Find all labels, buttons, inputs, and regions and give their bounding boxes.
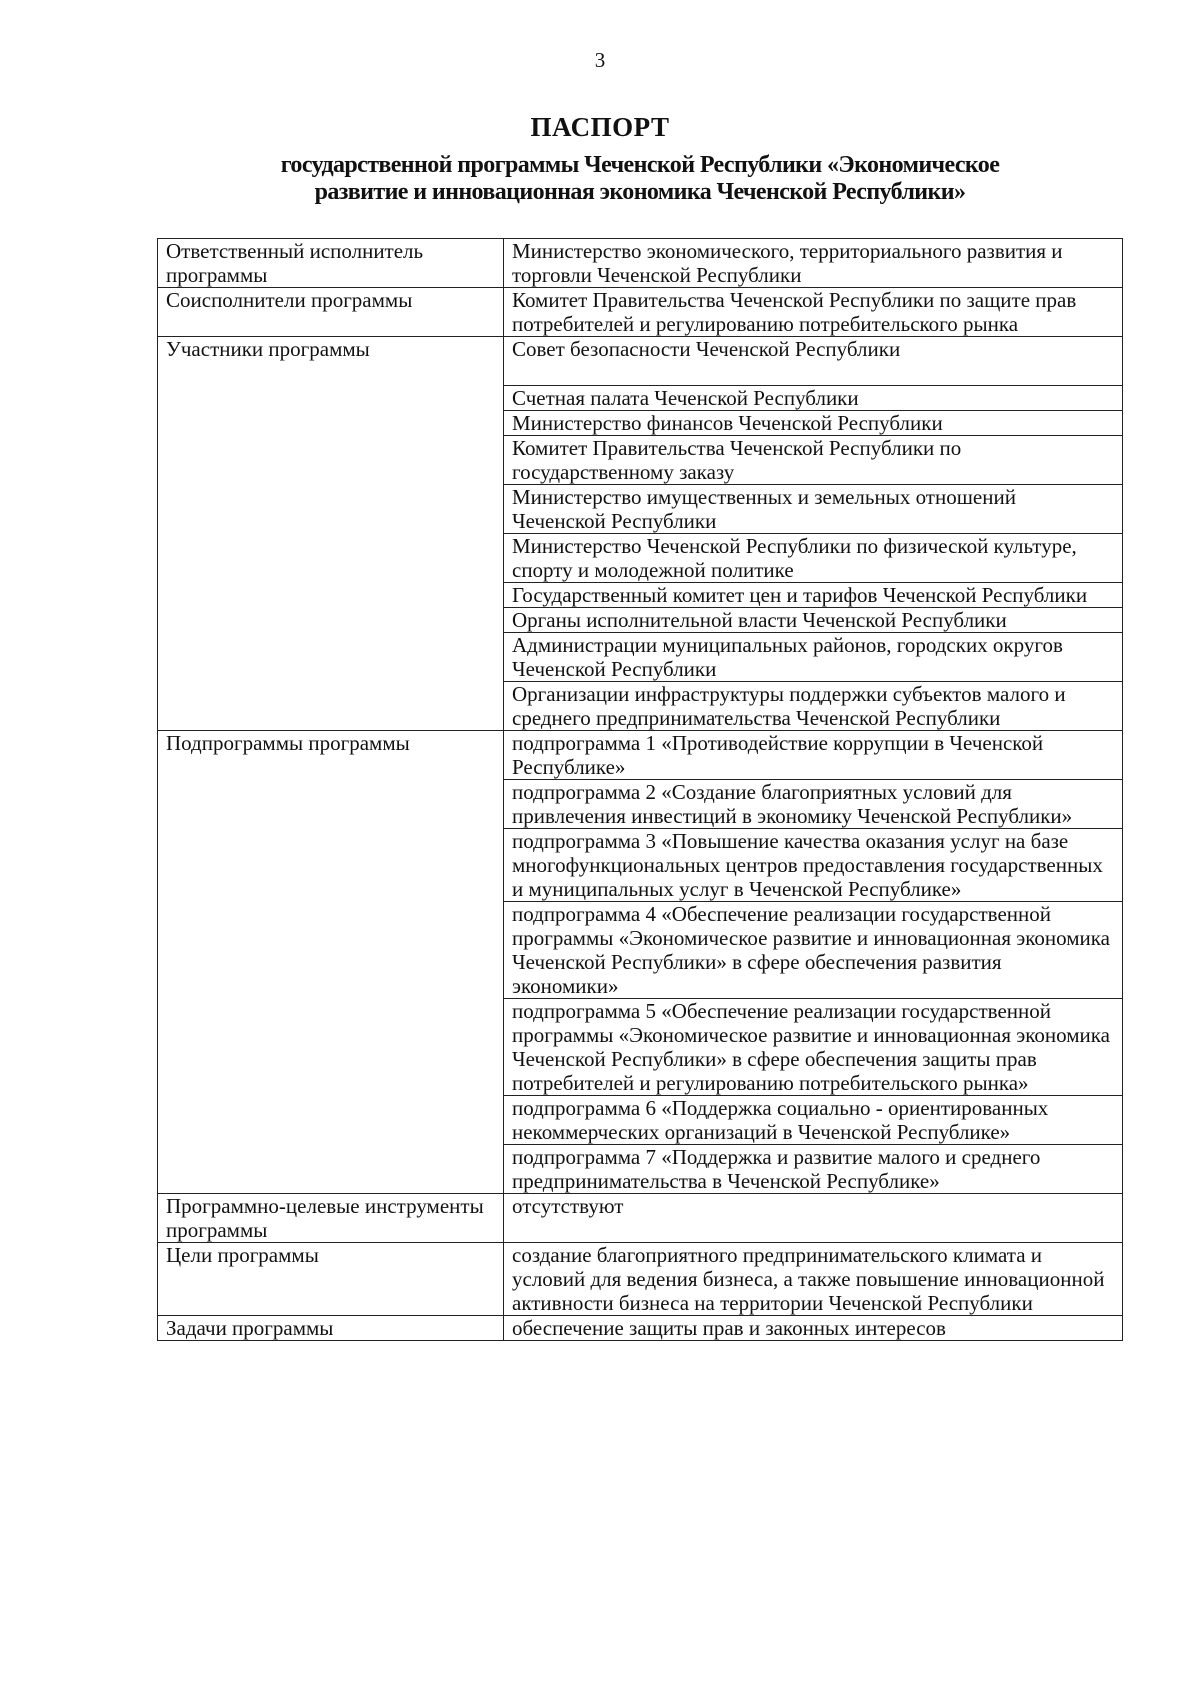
table-row [158, 288, 1123, 337]
participant-item: Министерство имущественных и земельных отношений Чеченской Республики [504, 485, 1123, 534]
participant-item: Министерство Чеченской Республики по физической культуре, спорту и молодежной политике [504, 534, 1123, 583]
subprogram-item: подпрограмма 4 «Обеспечение реализации государственной программы «Экономическое развитие и инновационная экономика Чеченской Республики» в сфере обеспечения развития экономики» [504, 902, 1123, 999]
participant-item: Организации инфраструктуры поддержки субъектов малого и среднего предпринимательства Чеченской Республики [504, 682, 1123, 731]
table-row [158, 1316, 1123, 1341]
row-label-instruments: Программно-целевые инструменты программы [158, 1194, 504, 1243]
row-value-coexecutors: Комитет Правительства Чеченской Республики по защите прав потребителей и регулированию потребительского рынка [504, 288, 1123, 337]
subprogram-item: подпрограмма 2 «Создание благоприятных условий для привлечения инвестиций в экономику Чеченской Республики» [504, 780, 1123, 829]
page-number: 3 [594, 48, 606, 72]
table-row [158, 337, 1123, 386]
table-row [158, 239, 1123, 288]
row-label-subprograms: Подпрограммы программы [158, 731, 504, 1194]
participant-item: Совет безопасности Чеченской Республики [504, 337, 1123, 386]
row-label-goals: Цели программы [158, 1243, 504, 1316]
page-title: ПАСПОРТ [530, 112, 670, 142]
row-label-responsible: Ответственный исполнитель программы [158, 239, 504, 288]
row-label-coexecutors: Соисполнители программы [158, 288, 504, 337]
row-label-tasks: Задачи программы [158, 1316, 504, 1341]
participant-item: Администрации муниципальных районов, городских округов Чеченской Республики [504, 633, 1123, 682]
subtitle-line-1: государственной программы Чеченской Республики «Экономическое [280, 152, 1000, 178]
participant-item: Министерство финансов Чеченской Республики [504, 411, 1123, 436]
participant-item: Органы исполнительной власти Чеченской Республики [504, 608, 1123, 633]
participant-item: Государственный комитет цен и тарифов Чеченской Республики [504, 583, 1123, 608]
row-value-responsible: Министерство экономического, территориального развития и торговли Чеченской Республики [504, 239, 1123, 288]
table-row [158, 731, 1123, 780]
row-value-goals: создание благоприятного предпринимательского климата и условий для ведения бизнеса, а также повышение инновационной активности бизнеса на территории Чеченской Республики [504, 1243, 1123, 1316]
subtitle-line-2: развитие и инновационная экономика Чеченской Республики» [314, 179, 966, 205]
table-row [158, 1194, 1123, 1243]
passport-table [157, 238, 1123, 1341]
row-value-instruments: отсутствуют [504, 1194, 1123, 1243]
participant-item: Счетная палата Чеченской Республики [504, 386, 1123, 411]
table-row [158, 1243, 1123, 1316]
subprogram-item: подпрограмма 6 «Поддержка социально - ориентированных некоммерческих организаций в Чеченской Республике» [504, 1096, 1123, 1145]
participant-item: Комитет Правительства Чеченской Республики по государственному заказу [504, 436, 1123, 485]
subprogram-item: подпрограмма 7 «Поддержка и развитие малого и среднего предпринимательства в Чеченской Республике» [504, 1145, 1123, 1194]
row-label-participants: Участники программы [158, 337, 504, 731]
row-value-tasks: обеспечение защиты прав и законных интересов [504, 1316, 1123, 1341]
page-subtitle [160, 152, 1120, 206]
subprogram-item: подпрограмма 5 «Обеспечение реализации государственной программы «Экономическое развитие и инновационная экономика Чеченской Республики» в сфере обеспечения защиты прав потребителей и регулированию потребительского рынка» [504, 999, 1123, 1096]
subprogram-item: подпрограмма 3 «Повышение качества оказания услуг на базе многофункциональных центров предоставления государственных и муниципальных услуг в Чеченской Республике» [504, 829, 1123, 902]
subprogram-item: подпрограмма 1 «Противодействие коррупции в Чеченской Республике» [504, 731, 1123, 780]
